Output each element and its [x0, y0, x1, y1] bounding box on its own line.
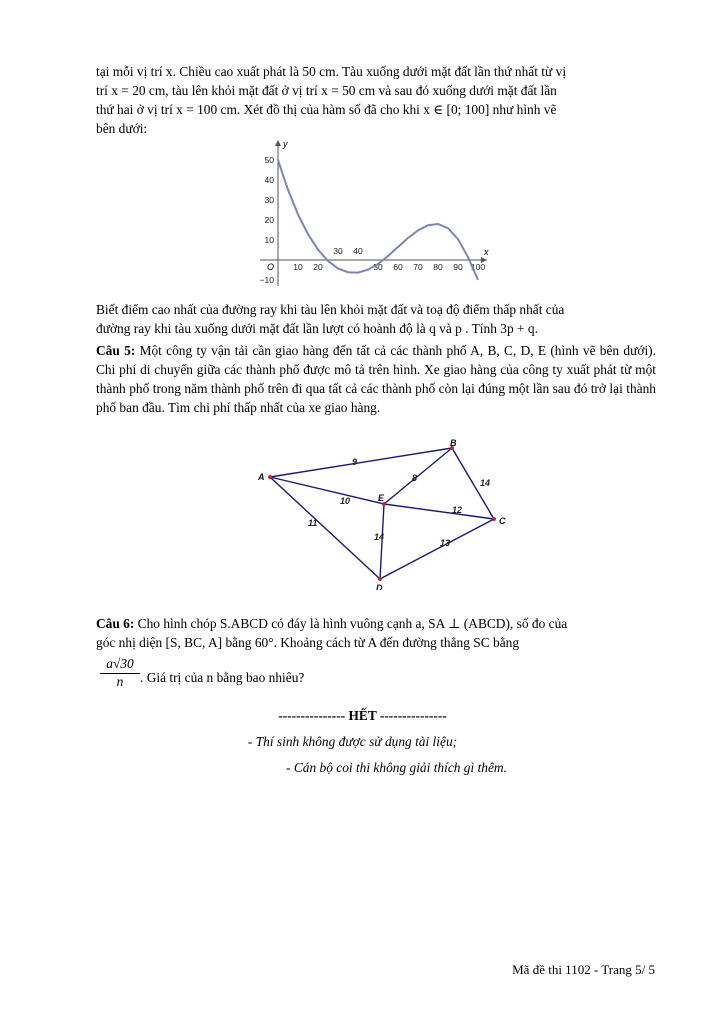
edge-ab — [270, 448, 452, 477]
intro-line-4: bên dưới: — [96, 121, 148, 136]
x-tick-label: 70 — [413, 262, 423, 272]
note-no-explanation: - Cán bộ coi thi không giải thích gì thêm. — [286, 760, 507, 775]
delivery-graph — [254, 438, 514, 590]
q4-line-1: Biết điểm cao nhất của đường ray khi tàu lên khỏi mặt đất và toạ độ điểm thấp nhất của — [96, 302, 565, 317]
x-tick-label: 80 — [433, 262, 443, 272]
edge-ec — [384, 504, 494, 519]
y-tick-label: 40 — [264, 175, 274, 185]
y-axis-arrow — [275, 140, 281, 146]
x-tick-label-above: 40 — [353, 246, 363, 256]
q4-conclusion — [96, 300, 656, 338]
intro-line-3: thứ hai ở vị trí x = 100 cm. Xét đồ thị của hàm số đã cho khi x ∈ [0; 100] như hình vẽ — [96, 102, 557, 117]
x-tick-label: 20 — [313, 262, 323, 272]
q4-line-2: đường ray khi tàu xuống dưới mặt đất lần lượt có hoành độ là q và p . Tính 3p + q. — [96, 321, 538, 336]
intro-line-2: trí x = 20 cm, tàu lên khỏi mặt đất ở vị trí x = 50 cm và sau đó xuống dưới mặt đất lần — [96, 83, 557, 98]
node-label-b: B — [450, 438, 457, 448]
question-6 — [96, 614, 656, 652]
x-tick-label: 100 — [470, 262, 486, 272]
het-line: --------------- HẾT --------------- — [278, 708, 447, 723]
question-6-line-2: góc nhị diện [S, BC, A] bằng 60°. Khoảng cách từ A đến đường thẳng SC bằng — [96, 635, 520, 650]
intro-paragraph — [96, 62, 656, 138]
edge-dc — [380, 519, 494, 579]
weight-ed: 14 — [374, 532, 385, 542]
distance-fraction — [100, 656, 140, 690]
intro-line-1: tại mỗi vị trí x. Chiều cao xuất phát là 50 cm. Tàu xuống dưới mặt đất lần thứ nhất từ vị — [96, 64, 567, 79]
function-graph — [252, 136, 492, 288]
node-a — [268, 475, 272, 479]
node-label-c: C — [499, 516, 506, 526]
graph-ticks — [260, 155, 486, 285]
y-tick-label: 50 — [264, 155, 274, 165]
x-tick-label: 90 — [453, 262, 463, 272]
weight-ec: 12 — [452, 505, 463, 515]
question-5 — [96, 341, 656, 417]
node-label-d: D — [376, 583, 383, 590]
fraction-denominator: n — [116, 674, 124, 689]
node-label-a: A — [258, 472, 265, 482]
node-d — [378, 577, 382, 581]
note-no-materials: - Thí sinh không được sử dụng tài liệu; — [247, 734, 458, 749]
question-6-line-1: Cho hình chóp S.ABCD có đáy là hình vuông cạnh a, SA ⊥ (ABCD), số đo của — [134, 616, 568, 631]
weight-eb: 8 — [412, 473, 418, 483]
edge-eb — [384, 448, 452, 504]
origin-label: O — [267, 262, 275, 272]
node-label-e: E — [378, 493, 385, 503]
question-6-label: Câu 6: — [96, 616, 135, 631]
x-tick-label: 60 — [393, 262, 403, 272]
weight-dc: 13 — [440, 538, 451, 548]
y-tick-label: 20 — [264, 215, 274, 225]
y-tick-label: 10 — [264, 235, 274, 245]
weight-ab: 9 — [352, 457, 358, 467]
question-6-line-3: . Giá trị của n bằng bao nhiêu? — [140, 670, 305, 685]
node-c — [492, 517, 496, 521]
x-tick-label: 10 — [293, 262, 303, 272]
question-5-text: Một công ty vận tải cần giao hàng đến tất cả các thành phố A, B, C, D, E (hình vẽ bên dưới). Chi phí di chuyển giữa các thành phố được mô tả trên hình. Xe giao hàng của công ty xuất phát từ một thành phố trong năm thành phố trên đi qua tất cả các thành phố còn lại đúng một lần sau đó trở lại thành phố ban đầu. Tìm chi phí thấp nhất của xe giao hàng. — [96, 343, 656, 415]
page-footer: Mã đề thi 1102 - Trang 5/ 5 — [512, 962, 655, 977]
fraction-numerator: a√30 — [100, 656, 140, 674]
question-5-label: Câu 5: — [96, 343, 136, 358]
y-axis-label: y — [283, 139, 288, 149]
edge-ad — [270, 477, 380, 579]
weight-ae: 10 — [340, 496, 351, 506]
edge-ae — [270, 477, 384, 504]
y-tick-label: 30 — [264, 195, 274, 205]
weight-ad: 11 — [308, 518, 318, 528]
x-axis-label: x — [484, 247, 489, 257]
weight-bc: 14 — [480, 478, 491, 488]
x-tick-label-above: 30 — [333, 246, 343, 256]
x-tick-label: 50 — [373, 262, 383, 272]
y-tick-label: −10 — [259, 275, 274, 285]
